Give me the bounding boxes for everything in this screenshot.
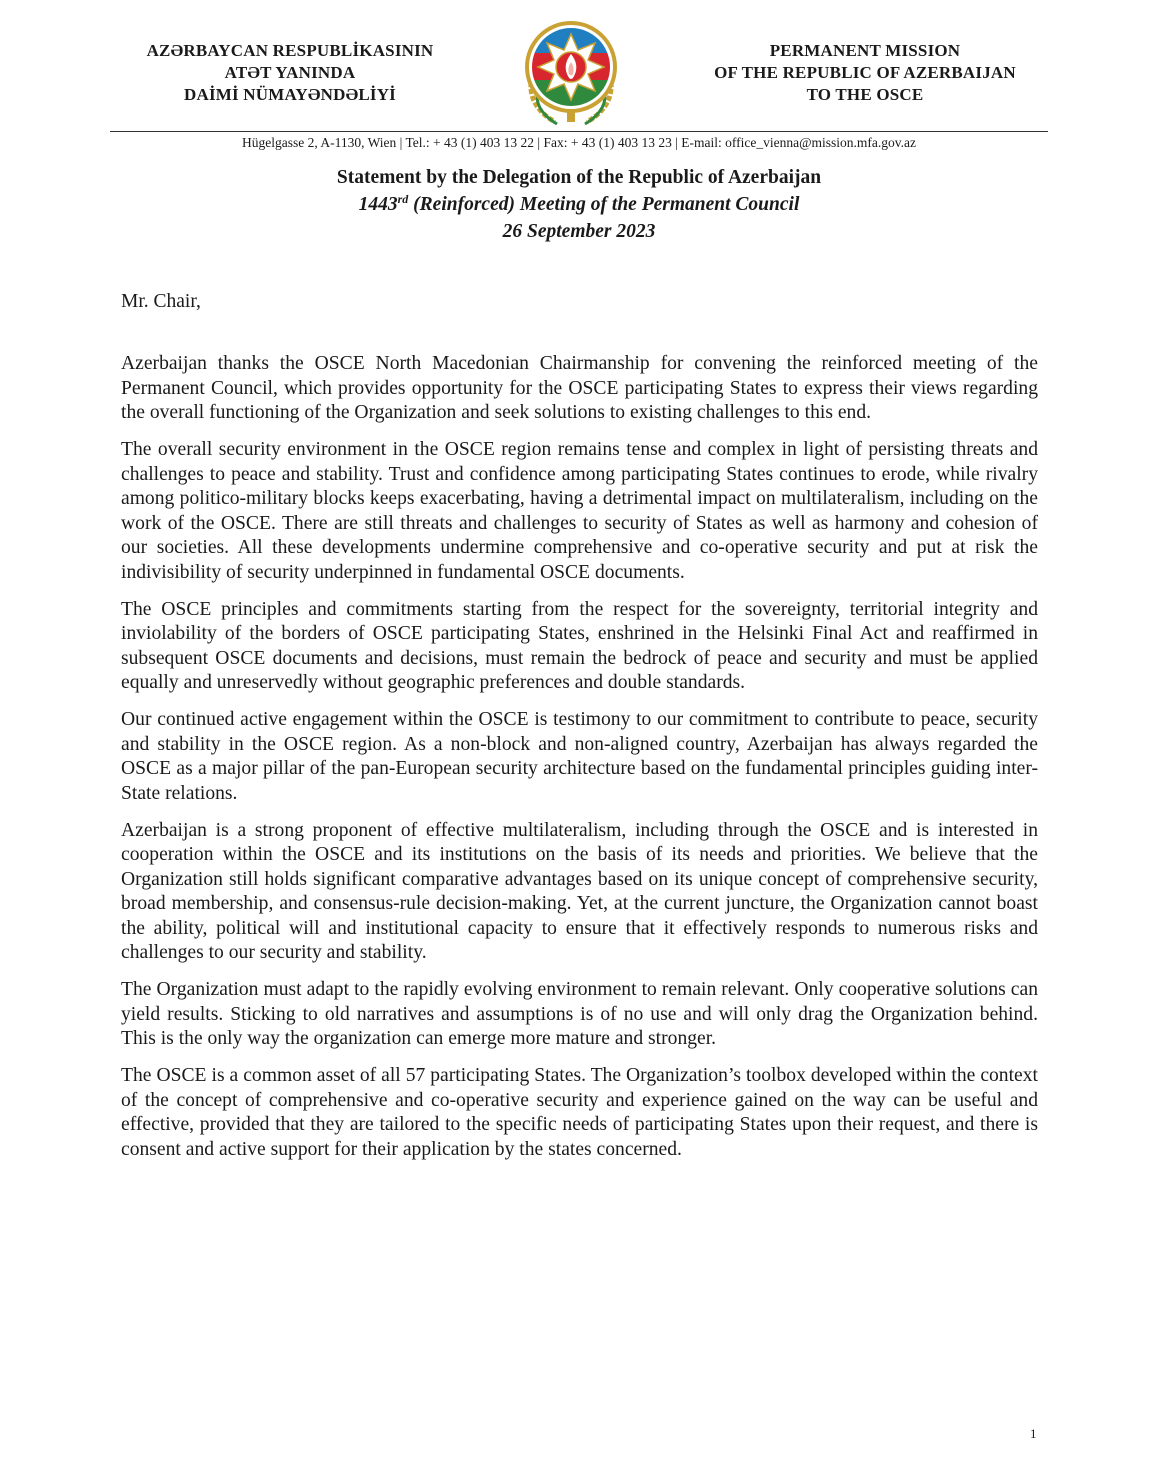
- statement-body: [121, 352, 1038, 1175]
- paragraph: The OSCE principles and commitments starting from the respect for the sovereignty, territorial integrity and inviolability of the borders of OSCE participating States, enshrined in the Helsinki Final Act and reaffirmed in subsequent OSCE documents and decisions, must remain the bedrock of peace and security and must be applied equally and unreservedly without geographic preferences and double standards.: [121, 598, 1038, 693]
- meeting-name: (Reinforced) Meeting of the Permanent Council: [408, 194, 800, 215]
- meeting-number-suffix: rd: [397, 192, 409, 206]
- salutation: Mr. Chair,: [121, 291, 201, 312]
- letterhead-left-line: ATƏT YANINDA: [224, 63, 356, 82]
- contact-address: Hügelgasse 2, A-1130, Wien | Tel.: + 43 (1) 403 13 22 | Fax: + 43 (1) 403 13 23 | E-mail: office_vienna@mission.mfa.gov.az: [241, 135, 917, 150]
- azerbaijan-coat-of-arms-icon: [515, 12, 627, 130]
- letterhead-right: [680, 40, 1050, 106]
- paragraph: The overall security environment in the OSCE region remains tense and complex in light of persisting threats and challenges to peace and stability. Trust and confidence among participating States continues to erode, while rivalry among politico-military blocks keeps exacerbating, having a detrimental impact on multilateralism, including on the work of the OSCE. There are still threats and challenges to security of States as well as harmony and cohesion of our societies. All these developments undermine comprehensive and co-operative security and put at risk the indivisibility of security underpinned in fundamental OSCE documents.: [121, 439, 1038, 583]
- statement-title-block: [110, 164, 1048, 245]
- paragraph: Our continued active engagement within the OSCE is testimony to our commitment to contribute to peace, security and stability in the OSCE region. As a non-block and non-aligned country, Azerbaijan has always regarded the OSCE as a major pillar of the pan-European security architecture based on the fundamental principles guiding inter-State relations.: [121, 709, 1038, 804]
- page-number: 1: [1030, 1426, 1037, 1441]
- paragraph: The OSCE is a common asset of all 57 participating States. The Organization’s toolbox developed within the context of the concept of comprehensive and co-operative security and experience gained on the way can be useful and effective, provided that they are tailored to the specific needs of participating States upon their request, and there is consent and active support for their application by the states concerned.: [121, 1065, 1038, 1160]
- meeting-number: 1443: [358, 194, 398, 215]
- statement-title: Statement by the Delegation of the Republic of Azerbaijan: [336, 167, 822, 188]
- meeting-title: [110, 191, 1048, 218]
- paragraph: Azerbaijan thanks the OSCE North Macedonian Chairmanship for convening the reinforced meeting of the Permanent Council, which provides opportunity for the OSCE participating States to express their views regarding the overall functioning of the Organization and seek solutions to existing challenges to this end.: [121, 353, 1038, 423]
- paragraph: The Organization must adapt to the rapidly evolving environment to remain relevant. Only cooperative solutions can yield results. Sticking to old narratives and assumptions is of no use and will only drag the Organization behind. This is the only way the organization can emerge more mature and stronger.: [121, 979, 1038, 1049]
- letterhead-right-line: OF THE REPUBLIC OF AZERBAIJAN: [714, 63, 1016, 82]
- letterhead-left-line: DAİMİ NÜMAYƏNDƏLİYİ: [184, 85, 396, 104]
- letterhead-left: [110, 40, 470, 106]
- letterhead-right-line: PERMANENT MISSION: [769, 41, 961, 60]
- paragraph: Azerbaijan is a strong proponent of effective multilateralism, including through the OSCE and is interested in cooperation within the OSCE and its institutions on the basis of its needs and priorities. We believe that the Organization still holds significant comparative advantages based on its unique concept of comprehensive security, broad membership, and consensus-rule decision-making. Yet, at the current juncture, the Organization cannot boast the ability, political will and institutional capacity to ensure that it effectively responds to numerous risks and challenges to our security and stability.: [121, 819, 1038, 963]
- header-divider: [110, 131, 1048, 132]
- letterhead-right-line: TO THE OSCE: [806, 85, 924, 104]
- letterhead-left-line: AZƏRBAYCAN RESPUBLİKASININ: [146, 41, 434, 60]
- statement-date: 26 September 2023: [502, 221, 656, 242]
